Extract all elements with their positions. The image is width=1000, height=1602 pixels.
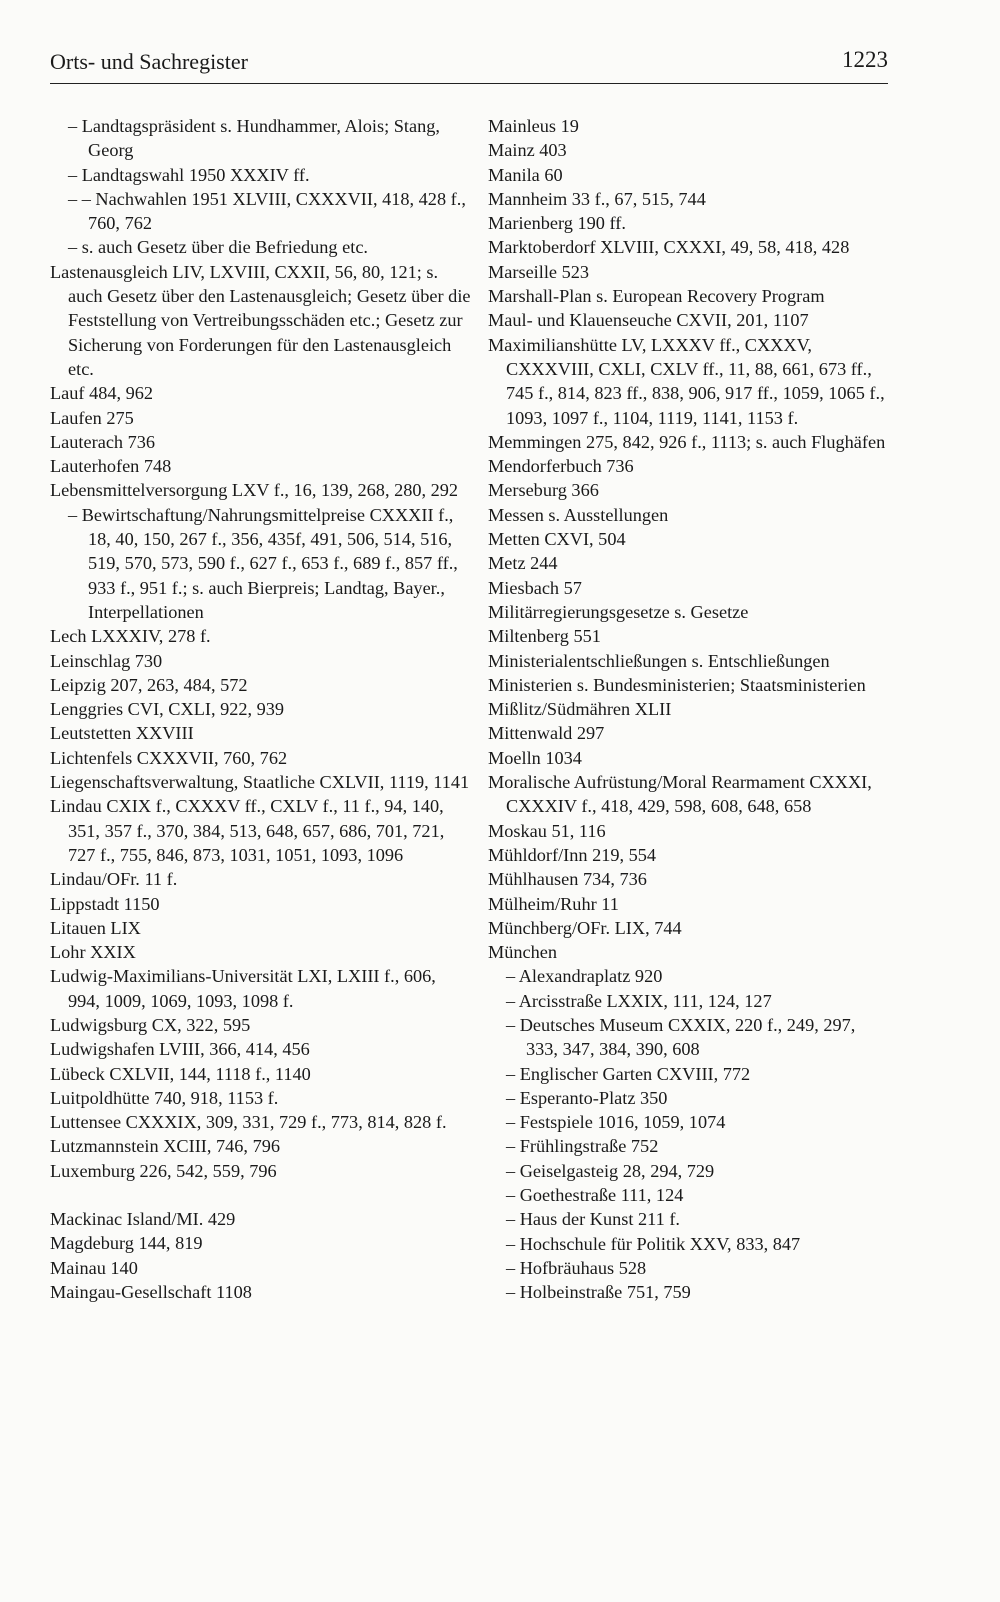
index-entry: Mainz 403 (488, 140, 567, 161)
index-entry: – – Nachwahlen 1951 XLVIII, CXXXVII, 418, 428 f., 760, 762 (68, 188, 466, 234)
index-entry: Ministerien s. Bundesministerien; Staatsministerien (488, 674, 866, 695)
index-entry: Mißlitz/Südmähren XLII (488, 699, 672, 720)
index-entry: Laufen 275 (50, 407, 134, 428)
index-entry: Luttensee CXXXIX, 309, 331, 729 f., 773, 814, 828 f. (50, 1112, 447, 1133)
index-entry: Leinschlag 730 (50, 650, 163, 671)
index-entry: Münchberg/OFr. LIX, 744 (488, 917, 682, 938)
index-entry: Mannheim 33 f., 67, 515, 744 (488, 188, 706, 209)
index-entry: – Landtagswahl 1950 XXXIV ff. (68, 164, 310, 185)
index-entry: Lech LXXXIV, 278 f. (50, 626, 211, 647)
index-entry: Lindau/OFr. 11 f. (50, 869, 178, 890)
index-entry: – Deutsches Museum CXXIX, 220 f., 249, 297, 333, 347, 384, 390, 608 (506, 1014, 856, 1060)
index-entry: Lastenausgleich LIV, LXVIII, CXXII, 56, 80, 121; s. auch Gesetz über den Lastenausgleich; Gesetz über die Feststellung von Vertreibungsschäden etc.; Gesetz zur Sicherung von Forderungen für den Lastenausgleich etc. (50, 261, 471, 379)
index-entry: Ministerialentschließungen s. Entschließungen (488, 650, 830, 671)
index-entry: – Hofbräuhaus 528 (506, 1257, 647, 1278)
index-entry: Leipzig 207, 263, 484, 572 (50, 674, 248, 695)
index-entry: Moralische Aufrüstung/Moral Rearmament CXXXI, CXXXIV f., 418, 429, 598, 608, 648, 658 (488, 772, 872, 817)
index-entry: Ludwigshafen LVIII, 366, 414, 456 (50, 1039, 310, 1060)
index-entry: Luxemburg 226, 542, 559, 796 (50, 1160, 277, 1181)
index-entry: – Englischer Garten CXVIII, 772 (506, 1063, 751, 1084)
index-entry: Mainleus 19 (488, 116, 579, 136)
index-entry: Lutzmannstein XCIII, 746, 796 (50, 1136, 280, 1157)
index-entry: Maul- und Klauenseuche CXVII, 201, 1107 (488, 310, 809, 331)
index-entry: Mendorferbuch 736 (488, 456, 634, 477)
index-entry: Lippstadt 1150 (50, 893, 160, 914)
index-entry: – Landtagspräsident s. Hundhammer, Alois; Stang, Georg (68, 116, 440, 161)
index-entry: – Alexandraplatz 920 (506, 966, 663, 987)
index-entry: Maingau-Gesellschaft 1108 (50, 1281, 252, 1302)
index-entry: Lebensmittelversorgung LXV f., 16, 139, 268, 280, 292 (50, 480, 459, 501)
index-entry: Mackinac Island/MI. 429 (50, 1209, 236, 1230)
index-entry: – Geiselgasteig 28, 294, 729 (506, 1160, 715, 1181)
index-entry: Merseburg 366 (488, 480, 599, 501)
index-entry: Lauf 484, 962 (50, 383, 154, 404)
index-entry: Metz 244 (488, 553, 558, 574)
index-entry: Marktoberdorf XLVIII, CXXXI, 49, 58, 418, 428 (488, 237, 850, 258)
index-entry: – Arcisstraße LXXIX, 111, 124, 127 (506, 990, 772, 1011)
index-column-left (50, 114, 472, 1304)
index-entry: Marshall-Plan s. European Recovery Program (488, 286, 825, 307)
index-entry: Magdeburg 144, 819 (50, 1233, 203, 1254)
index-entry: Mittenwald 297 (488, 723, 605, 744)
index-entry: Mühldorf/Inn 219, 554 (488, 844, 657, 865)
index-entry: – s. auch Gesetz über die Befriedung etc. (68, 237, 368, 258)
index-entry: Mühlhausen 734, 736 (488, 869, 647, 890)
index-entry: Moskau 51, 116 (488, 820, 606, 841)
index-entry: – Hochschule für Politik XXV, 833, 847 (506, 1233, 801, 1254)
index-entry: Miltenberg 551 (488, 626, 601, 647)
index-entry: – Festspiele 1016, 1059, 1074 (506, 1112, 726, 1133)
index-entry: Litauen LIX (50, 917, 141, 938)
page-number: 1223 (842, 47, 888, 72)
index-entry: Lenggries CVI, CXLI, 922, 939 (50, 699, 285, 720)
index-entry: Messen s. Ausstellungen (488, 504, 669, 525)
running-header (50, 47, 888, 84)
index-entry: Lohr XXIX (50, 942, 136, 963)
index-entry: Mülheim/Ruhr 11 (488, 893, 619, 914)
index-entry: Ludwigsburg CX, 322, 595 (50, 1014, 251, 1035)
header-title: Orts- und Sachregister (50, 49, 248, 74)
index-entry: Miesbach 57 (488, 577, 582, 598)
index-entry: Militärregierungsgesetze s. Gesetze (488, 601, 749, 622)
index-entry: – Frühlingstraße 752 (506, 1136, 659, 1157)
index-entry: Liegenschaftsverwaltung, Staatliche CXLVII, 1119, 1141 (50, 772, 470, 793)
index-entry: – Holbeinstraße 751, 759 (506, 1282, 691, 1303)
index-entry: – Goethestraße 111, 124 (506, 1185, 684, 1206)
index-entry: – Haus der Kunst 211 f. (506, 1209, 680, 1230)
index-entry: Metten CXVI, 504 (488, 529, 626, 550)
index-entry: Leutstetten XXVIII (50, 723, 194, 744)
index-entry: Moelln 1034 (488, 747, 582, 768)
index-entry: Lauterach 736 (50, 431, 156, 452)
index-column-right (488, 114, 888, 1305)
index-entry: Marseille 523 (488, 261, 590, 282)
index-entry: – Bewirtschaftung/Nahrungsmittelpreise CXXXII f., 18, 40, 150, 267 f., 356, 435f, 491, 506, 514, 516, 519, 570, 573, 590 f., 627 f., 653 f., 689 f., 857 ff., 933 f., 951 f.; s. auch Bierpreis; Landtag, Bayer., Interpellationen (68, 504, 458, 622)
index-entry: Maximilianshütte LV, LXXXV ff., CXXXV, CXXXVIII, CXLI, CXLV ff., 11, 88, 661, 673 ff., 745 f., 814, 823 ff., 838, 906, 917 ff., 1059, 1065 f., 1093, 1097 f., 1104, 1119, 1141, 1153 f. (488, 334, 885, 428)
index-entry: – Esperanto-Platz 350 (506, 1087, 668, 1108)
index-entry: Manila 60 (488, 164, 563, 185)
index-entry: Lindau CXIX f., CXXXV ff., CXLV f., 11 f., 94, 140, 351, 357 f., 370, 384, 513, 648, 657, 686, 701, 721, 727 f., 755, 846, 873, 1031, 1051, 1093, 1096 (50, 796, 445, 865)
index-entry: Memmingen 275, 842, 926 f., 1113; s. auch Flughäfen (488, 431, 886, 452)
index-entry: München (488, 942, 558, 963)
index-entry: Luitpoldhütte 740, 918, 1153 f. (50, 1087, 279, 1108)
index-entry: Marienberg 190 ff. (488, 213, 626, 234)
index-entry: Lübeck CXLVII, 144, 1118 f., 1140 (50, 1063, 311, 1084)
index-entry: Lauterhofen 748 (50, 456, 172, 477)
section-gap (50, 1183, 472, 1207)
index-entry: Ludwig-Maximilians-Universität LXI, LXIII f., 606, 994, 1009, 1069, 1093, 1098 f. (50, 966, 436, 1011)
index-entry: Lichtenfels CXXXVII, 760, 762 (50, 747, 288, 768)
index-entry: Mainau 140 (50, 1257, 138, 1278)
